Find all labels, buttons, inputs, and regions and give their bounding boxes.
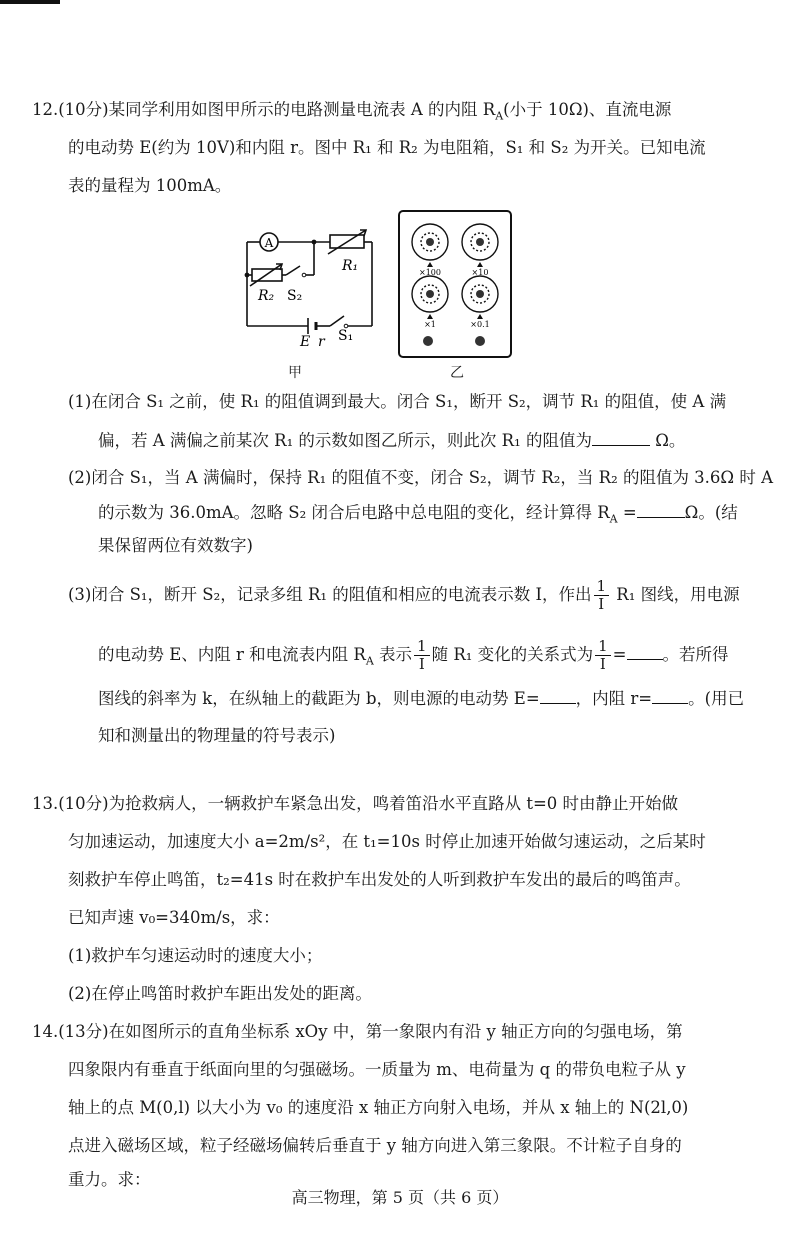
internal-r-label: r [318,334,325,348]
q13-line1: 13.(10分)为抢救病人，一辆救护车紧急出发，鸣着笛沿水平直路从 t=0 时由静止开始做 [32,794,679,813]
q14-line2: 四象限内有垂直于纸面向里的匀强磁场。一质量为 m、电荷量为 q 的带负电粒子从 y [68,1060,686,1079]
q13-line4: 已知声速 v₀=340m/s，求： [68,908,280,927]
scan-mark [0,0,60,4]
ammeter-label: A [264,236,274,250]
resistance-box-yi [398,210,512,360]
s1-label: S₁ [338,328,354,344]
circuit-diagram-jia [232,228,382,348]
q12-part3-line4: 知和测量出的物理量的符号表示) [98,726,336,745]
q12-part2-line1: (2)闭合 S₁，当 A 满偏时，保持 R₁ 的阻值不变，闭合 S₂，调节 R₂，当 R₂ 的阻值为 3.6Ω 时 A [68,468,774,487]
answer-blank-3[interactable] [627,642,663,660]
q12-part3-line1: (3)闭合 S₁，断开 S₂，记录多组 R₁ 的阻值和相应的电流表示数 I，作出 $\frac{1}{I}$ R₁ 图线，用电源 [68,577,740,613]
dial-x01-label: ×0.1 [470,320,490,329]
q14-line3: 轴上的点 M(0,l) 以大小为 v₀ 的速度沿 x 轴正方向射入电场，并从 x 轴上的 N(2l,0) [68,1098,689,1117]
q12-part2-line2: 的示数为 36.0mA。忽略 S₂ 闭合后电路中总电阻的变化，经计算得 $R_A = \Omega$。(结 [98,500,738,531]
q12-part3-line2: 的电动势 E、内阻 r 和电流表内阻 $R_A$ 表示 $\frac{1}{I}$ 随 R₁ 变化的关系式为 $\frac{1}{I}$ = 。若所得 [98,637,729,673]
q12-part1-line2: 偏，若 A 满偏之前某次 R₁ 的示数如图乙所示，则此次 R₁ 的阻值为 Ω。 [98,428,685,453]
q13-line2: 匀加速运动，加速度大小 a=2m/s²，在 t₁=10s 时停止加速开始做匀速运动，之后某时 [68,832,706,851]
q14-line5: 重力。求： [68,1170,151,1189]
page-footer: 高三物理，第 5 页（共 6 页） [291,1188,509,1207]
q13-part1: (1)救护车匀速运动时的速度大小； [68,946,323,965]
q12-part1-line1: (1)在闭合 S₁ 之前，使 R₁ 的阻值调到最大。闭合 S₁，断开 S₂，调节 R₁ 的阻值，使 A 满 [68,392,727,411]
r1-label: R₁ [342,258,359,274]
q14-line4: 点进入磁场区域，粒子经磁场偏转后垂直于 y 轴方向进入第三象限。不计粒子自身的 [68,1136,682,1155]
answer-blank-2[interactable] [637,500,685,518]
dial-x100-label: ×100 [419,268,441,277]
dial-x1-label: ×1 [424,320,436,329]
q13-line3: 刻救护车停止鸣笛，t₂=41s 时在救护车出发处的人听到救护车发出的最后的鸣笛声。 [68,870,691,889]
q14-line1: 14.(13分)在如图所示的直角坐标系 xOy 中，第一象限内有沿 y 轴正方向的匀强电场，第 [32,1022,683,1041]
answer-blank-1[interactable] [592,428,650,446]
q12-part3-line3: 图线的斜率为 k，在纵轴上的截距为 b，则电源的电动势 E= ，内阻 r= 。(用已 [98,686,744,711]
figure-yi-caption: 乙 [450,365,464,381]
answer-blank-4[interactable] [540,686,576,704]
q12-line2: 的电动势 E(约为 10V)和内阻 r。图中 R₁ 和 R₂ 为电阻箱，S₁ 和 S₂ 为开关。已知电流 [68,138,706,157]
fraction-1-over-i: $\frac{1}{I}$ [414,638,430,673]
r2-label: R₂ [258,288,275,304]
fraction-1-over-i: $\frac{1}{I}$ [594,578,610,613]
q13-part2: (2)在停止鸣笛时救护车距出发处的距离。 [68,984,372,1003]
emf-label: E [300,334,311,348]
q12-part2-line3: 果保留两位有效数字) [98,536,253,555]
s2-label: S₂ [287,288,303,304]
figure-jia-caption: 甲 [288,365,302,381]
q12-header: 12.(10分)某同学利用如图甲所示的电路测量电流表 A 的内阻 $R_A$(小于 10Ω)、直流电源 [32,100,672,123]
q12-line3: 表的量程为 100mA。 [68,176,232,195]
dial-x10-label: ×10 [471,268,489,277]
answer-blank-5[interactable] [652,686,688,704]
fraction-1-over-i: $\frac{1}{I}$ [595,638,611,673]
